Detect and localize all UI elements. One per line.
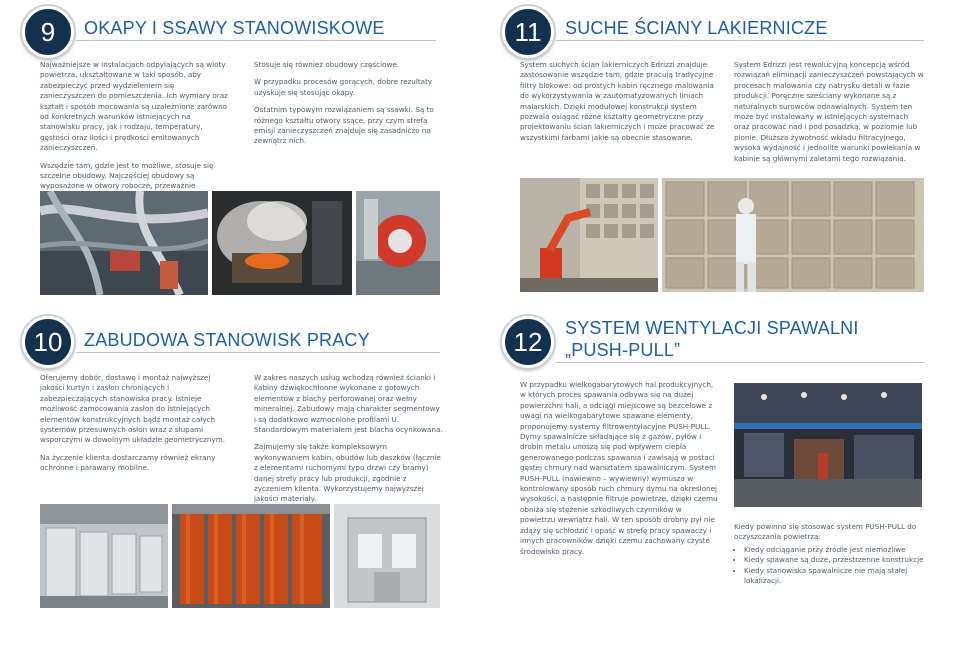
section-10-title: ZABUDOWA STANOWISK PRACY [84, 330, 370, 350]
photo-cabin-icon [334, 504, 440, 608]
photo-booths-icon [40, 504, 168, 608]
section-12-intro: Kiedy powinno się stosować system PUSH-PULL do oczyszczania powietrza: [734, 522, 917, 542]
section-10-p2: Na życzenie klienta dostarczamy również ekrany ochronne i parawany mobilne. [40, 452, 216, 473]
section-9-rule [76, 40, 436, 41]
section-9-p2: Wszędzie tam, gdzie jest to możliwe, stosuje się szczelne obudowy. Najczęściej obudowy są wyposażone w otwory robocze, przeważnie [40, 160, 214, 191]
photo-hall-icon [734, 383, 922, 507]
photo-cutting-icon [356, 191, 440, 295]
list-item: • Kiedy odciąganie przy źródle jest niemożliwe [744, 545, 924, 555]
section-9-title: OKAPY I SSAWY STANOWISKOWE [84, 18, 385, 38]
photo-robot-icon [520, 178, 658, 292]
section-12-badge: 12 [502, 316, 554, 368]
photo-ducts-icon [40, 191, 208, 295]
section-9-badge: 9 [22, 6, 74, 58]
section-11-p1: System suchych ścian lakierniczych Edrizzi znajduje zastosowanie wszędzie tam, gdzie pracują tradycyjne filtry blokowe: od prostych kabin ręcznego malowania do wykorzystywania w zautomatyzowanych liniach malarskich. Dzięki modułowej konstrukcji system pozwala osiągać różne kształty geometryczne przy projektowaniu ścian lakierniczych i może pracować ze wszystkimi farbami jakie są obecnie stasowane. [520, 60, 715, 142]
section-9-col-1 [40, 60, 232, 209]
section-11-p2: System Edrizzi jest rewolucyjną koncepcją wśród rozwiązań eliminacji zanieczyszczeń powstających w procesach malowania czy natrysku detali w fazie produkcji. Poręczne sześciany wykonane są z naturalnych surowców odnawialnych. System ten może być instalowany w istniejących systemach oraz pracować nad i pod posadzką, w poziomie lub pionie. Dłuższa żywotność wkładu filtracyjnego, wysoka wydajność i jednolite warunki powlekania w kabinie są głównymi zaletami tego rozwiązania. [734, 60, 924, 163]
section-12-title-line-1: SYSTEM WENTYLACJI SPAWALNI [565, 318, 859, 338]
section-12-col-2 [734, 522, 924, 586]
section-11-rule [556, 40, 924, 41]
photo-furnace-icon [212, 191, 352, 295]
section-9-p4: W przypadku procesów gorących, dobre rezultaty uzyskuje się stosując okapy. [254, 77, 433, 97]
section-11-col-2 [734, 60, 924, 171]
section-10-col-1 [40, 373, 234, 481]
section-12-rule [556, 362, 924, 363]
section-12-p1: W przypadku wielkogabarytowych hal produkcyjnych, w których proces spawania odbywa się na dużej powierzchni hali, a odciągi miejscowe są bezcelowe z uwagi na wielkogabarytowe spawane elementy, proponujemy systemy filtrowentylacyjne PUSH-PULL. Dymy spawalnicze składające się z gazów, pyłów i drobin metalu unoszą się pod wpływem ciepła generowanego podczas spawania i zawisają w postaci gęstej chmury nad warsztatem spawalniczym. System PUSH-PULL (nawiewno – wywiewny) wymusza w kontrolowany sposób ruch chmury dymu na określonej wysokości, a następnie filtruje powietrze, dzięki czemu obniża się stężenie szkodliwych czynników w powietrzu wewnątrz hali. W ten sposób drobny pył nie zdąży się schłodzić i opaść w strefę pracy spawaczy i innych pracowników dzięki czemu zachowany czyste środowisko pracy. [520, 380, 718, 556]
section-9-col-2 [254, 60, 444, 154]
section-12-bullet-list [734, 545, 924, 587]
section-10-badge: 10 [22, 316, 74, 368]
section-10-p4: Zajmujemy się także kompleksowym wykonywaniem kabin, obudów lub daszków (łącznie z elementami ruchomymi typu drzwi czy bramy) danej strefy pracy lub produkcji, zgodnie z życzeniem klienta. Wykorzystujemy najwyższej jakości materiały. [254, 442, 441, 504]
section-9-p3: Stosuje się również obudowy częściowe. [254, 60, 400, 69]
list-item: • Kiedy stanowiska spawalnicze nie mają stałej lokalizacji. [744, 566, 924, 587]
photo-painter-icon [662, 178, 924, 292]
section-11-badge: 11 [502, 6, 554, 58]
section-10-col-2 [254, 373, 444, 512]
section-10-p1: Oferujemy dobór, dostawę i montaż najwyższej jakości kurtyn i zasłon chroniących i zabezpieczających stanowiska pracy. Istnieje możliwość zamocowania zasłon do istniejących elementów konstrukcyjnych bądź montaż całych systemów przesuwnych osłon wraz z słupami wsporczymi w dowolnym układzie geometrycznym. [40, 373, 225, 445]
section-11-title: SUCHE ŚCIANY LAKIERNICZE [565, 18, 828, 38]
section-9-p5: Ostatnim typowym rozwiązaniem są ssawki. Są to różnego kształtu otwory ssące, przy czym strefa emisji zanieczyszczeń znajduje się zasadniczo na zewnątrz nich. [254, 105, 434, 146]
section-10-rule [76, 352, 440, 353]
section-12-title-line-2: „PUSH-PULL” [565, 340, 681, 360]
section-9-p1: Najważniejsze w instalacjach odpylających są wloty powietrza, ukształtowane w taki sposób, aby zabezpieczyć przed wydzieleniem się zanieczyszczeń do pomieszczenia. Ich wymiary oraz kształt i sposób mocowania są uzależnione zarówno od konkretnych warunków istniejących na stanowisku pracy, jak i rodzaju, temperatury, gęstości oraz ilości i prędkości emitowanych zanieczyszczeń. [40, 60, 228, 153]
section-12-col-1 [520, 380, 718, 564]
photo-curtain-icon [172, 504, 330, 608]
section-11-col-1 [520, 60, 716, 150]
section-10-p3: W zakres naszych usług wchodzą również ścianki i kabiny dźwiękochłonne wykonane z gotowych elementów z blachy perforowanej oraz wełny mineralnej. Zabudowy mają charakter segmentowy i są dodatkowo wzmocnione profilami U. Standardowym materiałem jest blacha ocynkowana. [254, 373, 443, 435]
list-item: • Kiedy spawane są duże, przestrzenne konstrukcje [744, 555, 924, 565]
